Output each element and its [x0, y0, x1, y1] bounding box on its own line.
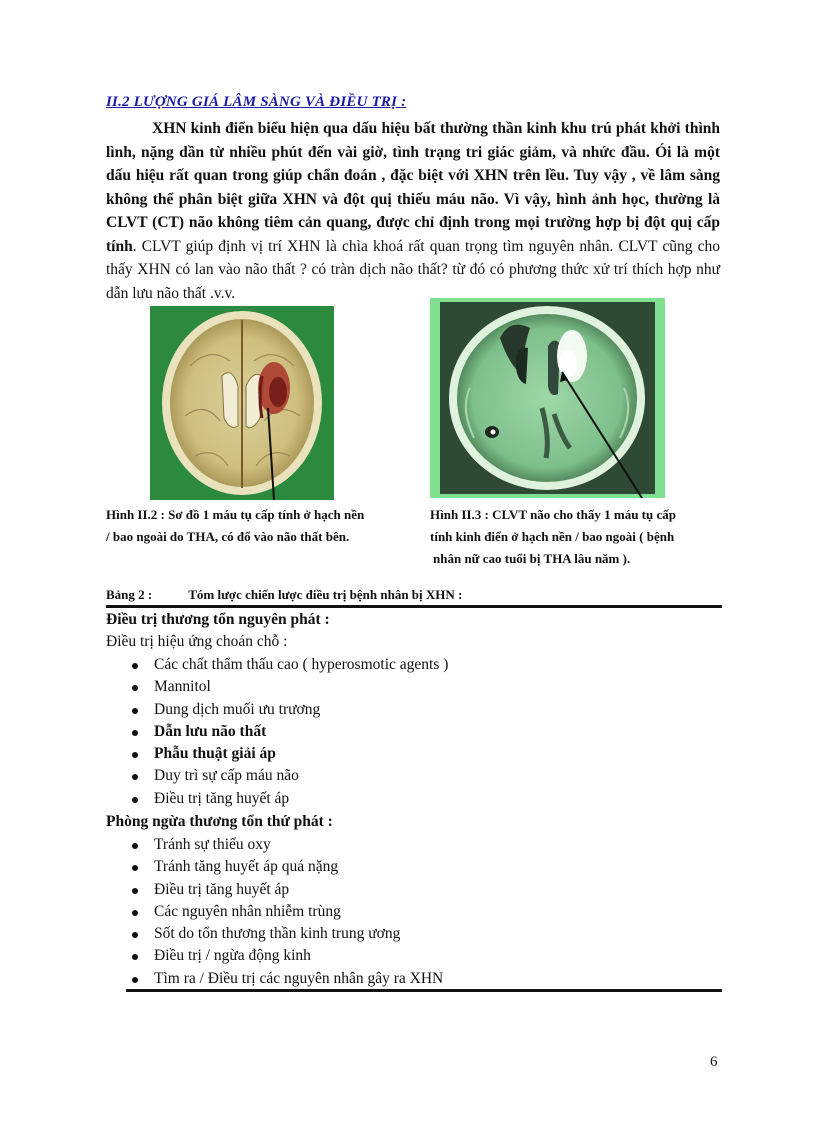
table-label: Bảng 2 :: [106, 587, 153, 602]
figure-2-caption: [106, 504, 416, 548]
brain-diagram-figure: [150, 306, 334, 500]
table-section-1-subheading: Điều trị hiệu ứng choán chỗ :: [106, 633, 288, 650]
section-heading: II.2 LƯỢNG GIÁ LÂM SÀNG VÀ ĐIỀU TRỊ :: [106, 94, 407, 110]
list-item: Mannitol: [126, 676, 448, 698]
table-bottom-rule: [126, 989, 722, 992]
list-item: Phẫu thuật giải áp: [126, 743, 448, 765]
list-item: Các nguyên nhân nhiễm trùng: [126, 901, 443, 923]
figure-2-caption-line: Hình II.2 : Sơ đồ 1 máu tụ cấp tính ở hạch nền: [106, 507, 365, 522]
figure-2-caption-line: / bao ngoài do THA, có đổ vào não thất bên.: [106, 529, 350, 544]
list-item: Dẫn lưu não thất: [126, 721, 448, 743]
table-section-2-list: [126, 834, 443, 990]
figure-3-caption-line: nhân nữ cao tuổi bị THA lâu năm ).: [433, 551, 631, 566]
table-top-rule: [106, 605, 722, 608]
list-item: Điều trị tăng huyết áp: [126, 879, 443, 901]
list-item: Điều trị tăng huyết áp: [126, 788, 448, 810]
figure-3-caption-line: tính kinh điển ở hạch nền / bao ngoài ( bệnh: [430, 529, 675, 544]
intro-normal-text: . CLVT giúp định vị trí XHN là chìa khoá rất quan trọng tìm nguyên nhân. CLVT cũng cho thấy XHN có lan vào não thất ? có tràn dịch não thất? từ đó có phương thức xử trí thích hợp như dẫn lưu não thất .v.v.: [106, 237, 720, 302]
table-title-text: Tóm lược chiến lược điều trị bệnh nhân bị XHN :: [188, 587, 463, 602]
table-title: [106, 587, 462, 603]
ct-scan-figure: [430, 298, 665, 498]
list-item: Duy trì sự cấp máu não: [126, 765, 448, 787]
figure-3-caption: [430, 504, 730, 570]
list-item: Tìm ra / Điều trị các nguyên nhân gây ra XHN: [126, 968, 443, 990]
table-section-2-heading: Phòng ngừa thương tổn thứ phát :: [106, 813, 333, 830]
intro-paragraph: [106, 117, 720, 305]
list-item: Dung dịch muối ưu trương: [126, 699, 448, 721]
figure-3-caption-line: Hình II.3 : CLVT não cho thấy 1 máu tụ cấp: [430, 507, 676, 522]
page-number: 6: [710, 1054, 718, 1070]
list-item: Tránh sự thiếu oxy: [126, 834, 443, 856]
list-item: Các chất thẩm thấu cao ( hyperosmotic agents ): [126, 654, 448, 676]
list-item: Sốt do tổn thương thần kinh trung ương: [126, 923, 443, 945]
intro-bold-text: XHN kinh điển biểu hiện qua dấu hiệu bất thường thần kinh khu trú phát khởi thình lình, nặng dần từ nhiều phút đến vài giờ, tình trạng tri giác giảm, và nhức đầu. Ói là một dấu hiệu rất quan trong giúp chẩn đoán , đặc biệt với XHN trên lều. Tuy vậy , về lâm sàng không thể phân biệt giữa XHN và đột quị thiếu máu não. Vì vậy, hình ảnh học, thường là CLVT (CT) não không tiêm cản quang, được chỉ định trong mọi trường hợp bị đột quị cấp tính: [106, 120, 720, 255]
list-item: Tránh tăng huyết áp quá nặng: [126, 856, 443, 878]
table-section-1-list: [126, 654, 448, 810]
table-section-1-heading: Điều trị thương tổn nguyên phát :: [106, 611, 330, 628]
list-item: Điều trị / ngừa động kinh: [126, 945, 443, 967]
